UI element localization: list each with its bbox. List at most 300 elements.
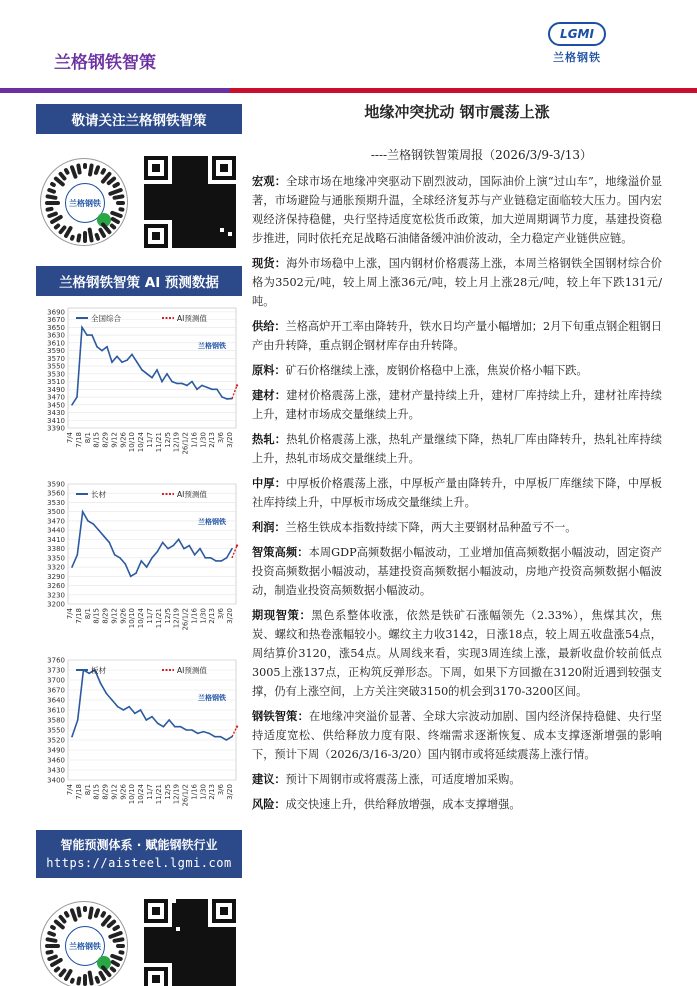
code-spoke xyxy=(49,181,56,187)
mini-program-code[interactable] xyxy=(40,901,128,986)
y-tick-label: 3390 xyxy=(47,424,65,433)
y-tick-label: 3400 xyxy=(47,776,65,785)
chart-long-products xyxy=(36,478,242,648)
data-point xyxy=(189,545,191,547)
section-text: 预计下周钢市或将震荡上涨，可适度增加采购。 xyxy=(285,773,521,786)
report-section xyxy=(252,361,662,380)
x-tick-label: 9/26 xyxy=(119,608,128,624)
code-spoke xyxy=(112,937,125,943)
data-point xyxy=(136,361,138,363)
section-text: 海外市场稳中上涨，国内钢材价格震荡上涨，本周兰格钢铁全国钢材综合价格为3502元/吨，较上周上涨36元/吨，较上月上涨28元/吨，较上年下跌131元/吨。 xyxy=(252,257,662,308)
data-point xyxy=(191,729,193,731)
data-point xyxy=(168,719,170,721)
section-text: 全球市场在地缘冲突驱动下剧烈波动，国际油价上演“过山车”，地缘溢价显著，市场避险与通胀预期升温，全球经济复苏与产业链稳定面临较大压力。国内宏观经济保持稳健，央行坚持适度宽松货币政策，加大逆周期调节力度，基建投资稳步推进，同时依托充足战略石油储备缓冲油价波动，全力稳定产业链供应链。 xyxy=(252,175,662,245)
x-tick-label: 3/6 xyxy=(217,432,226,444)
code-spoke xyxy=(112,194,125,200)
section-label: 供给： xyxy=(252,319,286,333)
x-tick-label: 12/19 xyxy=(172,432,181,453)
report-section xyxy=(252,474,662,512)
data-point xyxy=(98,529,100,531)
y-tick-label: 3630 xyxy=(47,331,65,340)
x-tick-label: 1/16 xyxy=(190,784,199,800)
report-section xyxy=(252,518,662,537)
code-spoke xyxy=(93,908,100,919)
section-text: 成交快速上升，供给释放增强，成本支撑增强。 xyxy=(285,798,521,811)
section-label: 建议： xyxy=(252,772,286,786)
x-tick-label: 7/18 xyxy=(74,432,83,448)
y-tick-label: 3610 xyxy=(47,339,65,348)
y-tick-label: 3590 xyxy=(47,480,65,489)
x-tick-label: 8/15 xyxy=(92,432,101,448)
data-point xyxy=(185,729,187,731)
data-point xyxy=(146,566,148,568)
data-point xyxy=(126,359,128,361)
data-point xyxy=(225,739,227,741)
data-point xyxy=(205,557,207,559)
x-tick-label: 12/5 xyxy=(163,432,172,448)
chart-national xyxy=(36,302,242,472)
data-point xyxy=(206,387,208,389)
x-tick-label: 11/21 xyxy=(154,608,163,629)
section-label: 宏观： xyxy=(252,174,287,188)
data-point xyxy=(194,554,196,556)
x-tick-label: 8/29 xyxy=(101,608,110,624)
mini-code-label: 兰格钢铁 xyxy=(65,183,105,223)
report-section xyxy=(252,543,662,600)
qr-row-top xyxy=(36,134,242,260)
data-point xyxy=(145,719,147,721)
data-point xyxy=(77,719,79,721)
legend-label-ai: AI预测值 xyxy=(177,490,207,499)
data-point xyxy=(199,548,201,550)
y-tick-label: 3500 xyxy=(47,508,65,517)
qr-finder xyxy=(144,224,168,248)
x-tick-label: 7/4 xyxy=(66,784,74,796)
x-tick-label: 10/24 xyxy=(137,608,146,629)
code-spoke xyxy=(63,167,70,175)
x-tick-label: 1/16 xyxy=(190,608,199,624)
section-text: 热轧价格震荡上涨，热轧产量继续下降，热轧厂库由降转升，热轧社库持续上升，热轧市场成交量继续上升。 xyxy=(252,433,662,465)
y-tick-label: 3550 xyxy=(47,362,65,371)
section-label: 热轧： xyxy=(252,432,287,446)
x-tick-label: 11/7 xyxy=(146,608,154,624)
ai-forecast-banner: 兰格钢铁智策 AI 预测数据 xyxy=(36,266,242,296)
chart-watermark-logo: 兰格钢铁 xyxy=(198,517,226,526)
x-tick-label: 2/13 xyxy=(208,784,217,800)
report-section xyxy=(252,795,662,814)
mini-program-code[interactable] xyxy=(40,158,128,246)
data-point xyxy=(117,706,119,708)
data-point xyxy=(100,683,102,685)
legend-label-main: 板材 xyxy=(91,666,106,675)
data-point xyxy=(93,523,95,525)
data-point xyxy=(226,557,228,559)
legend-label-main: 全国综合 xyxy=(91,314,121,323)
report-subtitle: ----兰格钢铁智策周报（2026/3/9-3/13） xyxy=(370,148,592,162)
data-point xyxy=(220,736,222,738)
data-point xyxy=(183,548,185,550)
data-point xyxy=(162,542,164,544)
data-point xyxy=(123,709,125,711)
data-point xyxy=(77,554,79,556)
y-tick-label: 3440 xyxy=(47,526,65,535)
x-tick-label: 9/26 xyxy=(119,784,128,800)
data-point xyxy=(103,536,105,538)
y-tick-label: 3260 xyxy=(47,582,65,591)
y-tick-label: 3610 xyxy=(47,706,65,715)
x-tick-label: 10/24 xyxy=(137,784,146,805)
data-point xyxy=(208,733,210,735)
section-text: 矿石价格继续上涨，废钢价格稳中上涨，焦炭价格小幅下跌。 xyxy=(285,364,588,377)
data-point xyxy=(221,396,223,398)
x-tick-label: 7/18 xyxy=(74,784,83,800)
y-tick-label: 3560 xyxy=(47,489,65,498)
section-label: 智策高频： xyxy=(252,545,309,559)
data-point xyxy=(151,557,153,559)
section-text: 在地缘冲突溢价显著、全球大宗波动加剧、国内经济保持稳健、央行坚持适度宽松、供给释放力度有限、终端需求逐渐恢复、成本支撑逐渐增强的影响下，预计下周（2026/3/16-3/20）国内钢市或将延续震荡上涨行情。 xyxy=(252,710,662,761)
x-tick-label: 9/26 xyxy=(119,432,128,448)
data-point xyxy=(91,334,93,336)
y-tick-label: 3410 xyxy=(47,416,65,425)
code-spoke xyxy=(118,950,125,955)
x-tick-label: 1/30 xyxy=(199,784,208,800)
chart-plate-svg xyxy=(36,654,242,824)
code-spoke xyxy=(87,227,94,242)
logo-subtitle: 兰格钢铁 xyxy=(553,51,601,64)
y-tick-label: 3550 xyxy=(47,726,65,735)
y-tick-label: 3590 xyxy=(47,347,65,356)
x-tick-label: 10/10 xyxy=(128,608,137,629)
mini-code-label: 兰格钢铁 xyxy=(65,926,105,966)
section-text: 黑色系整体收涨，依然是铁矿石涨幅领先（2.33%），焦煤其次，焦炭、螺纹和热卷涨幅较小。螺纹主力收3142，日涨18点，较上周五收盘涨54点，周结算价3120，涨54点。从周线来看，实现3周连续上涨，最新收盘价较前低点3005上涨137点，正构筑反弹形态。下周，如果下方回撤在3120附近遇到较强支撑，仍有上涨空间，上方关注突破3150的机会到3170-3200区间。 xyxy=(252,609,662,698)
data-point xyxy=(119,557,121,559)
data-point xyxy=(221,560,223,562)
y-tick-label: 3320 xyxy=(47,563,65,572)
data-point xyxy=(141,369,143,371)
y-tick-label: 3490 xyxy=(47,385,65,394)
qr-code[interactable] xyxy=(142,154,238,250)
y-tick-label: 3450 xyxy=(47,401,65,410)
data-point xyxy=(166,373,168,375)
report-section xyxy=(252,254,662,311)
x-tick-label: 3/20 xyxy=(226,784,234,800)
data-point xyxy=(178,539,180,541)
qr-finder xyxy=(144,899,168,923)
x-tick-label: 8/1 xyxy=(83,432,92,444)
plot-area xyxy=(68,484,236,604)
qr-finder xyxy=(144,156,168,180)
data-point xyxy=(216,388,218,390)
y-tick-label: 3230 xyxy=(47,591,65,600)
x-tick-label: 9/12 xyxy=(110,784,119,800)
data-point xyxy=(173,545,175,547)
code-spoke xyxy=(45,937,58,943)
legend-label-main: 长材 xyxy=(91,490,106,499)
section-label: 期现智策： xyxy=(252,608,312,622)
y-tick-label: 3530 xyxy=(47,370,65,379)
y-tick-label: 3700 xyxy=(47,676,65,685)
qr-finder xyxy=(144,967,168,986)
code-spoke xyxy=(87,970,94,985)
section-label: 中厚： xyxy=(252,476,287,490)
data-point xyxy=(86,334,88,336)
data-point xyxy=(214,736,216,738)
code-spoke xyxy=(76,233,82,243)
x-tick-label: 26/1/2 xyxy=(181,784,190,807)
code-spoke xyxy=(45,950,54,955)
data-point xyxy=(96,346,98,348)
data-point xyxy=(196,388,198,390)
data-point xyxy=(186,385,188,387)
data-point xyxy=(146,373,148,375)
y-tick-label: 3410 xyxy=(47,535,65,544)
data-point xyxy=(131,354,133,356)
code-spoke xyxy=(45,944,60,948)
x-tick-label: 8/29 xyxy=(101,784,110,800)
x-tick-label: 2/13 xyxy=(208,608,217,624)
data-point xyxy=(134,713,136,715)
legend-label-ai: AI预测值 xyxy=(177,314,207,323)
x-tick-label: 9/12 xyxy=(110,432,119,448)
report-section xyxy=(252,430,662,468)
y-tick-label: 3760 xyxy=(47,656,65,665)
y-tick-label: 3730 xyxy=(47,666,65,675)
x-tick-label: 12/5 xyxy=(163,784,172,800)
qr-row-bottom xyxy=(36,878,242,986)
code-spoke xyxy=(47,930,57,937)
y-tick-label: 3490 xyxy=(47,746,65,755)
y-tick-label: 3470 xyxy=(47,517,65,526)
section-text: 建材价格震荡上涨，建材产量持续上升，建材厂库持续上升，建材社库持续上升，建材市场成交量继续上升。 xyxy=(252,389,662,421)
code-spoke xyxy=(69,234,75,241)
code-spoke xyxy=(69,977,75,984)
data-point xyxy=(157,551,159,553)
x-tick-label: 3/6 xyxy=(217,608,226,620)
chart-watermark-logo: 兰格钢铁 xyxy=(198,341,226,350)
y-tick-label: 3290 xyxy=(47,572,65,581)
x-tick-label: 7/4 xyxy=(66,432,74,444)
bottom-tagline: 智能预测体系 · 赋能钢铁行业 xyxy=(60,838,218,852)
data-point xyxy=(111,361,113,363)
data-point xyxy=(71,736,73,738)
data-point xyxy=(231,548,233,550)
data-point xyxy=(157,723,159,725)
data-point xyxy=(71,404,73,406)
x-tick-label: 3/20 xyxy=(226,432,234,448)
data-point xyxy=(174,726,176,728)
code-spoke xyxy=(118,207,125,212)
section-text: 本周GDP高频数据小幅波动，工业增加值高频数据小幅波动，固定资产投资高频数据小幅波动，基建投资高频数据小幅波动，房地产投资高频数据小幅波动，制造业投资高频数据小幅波动。 xyxy=(252,546,662,597)
y-tick-label: 3530 xyxy=(47,498,65,507)
y-tick-label: 3670 xyxy=(47,686,65,695)
x-tick-label: 3/20 xyxy=(226,608,234,624)
x-tick-label: 11/21 xyxy=(154,784,163,805)
data-point xyxy=(76,396,78,398)
data-point xyxy=(71,566,73,568)
data-point xyxy=(197,733,199,735)
code-spoke xyxy=(49,924,56,930)
data-point xyxy=(128,706,130,708)
data-point xyxy=(211,388,213,390)
website-link[interactable]: https://aisteel.lgmi.com xyxy=(46,856,232,870)
data-point xyxy=(176,383,178,385)
x-tick-label: 11/7 xyxy=(146,784,154,800)
data-point xyxy=(87,520,89,522)
chart-plate xyxy=(36,654,242,824)
x-tick-label: 1/30 xyxy=(199,608,208,624)
qr-finder xyxy=(212,899,236,923)
data-point xyxy=(151,716,153,718)
y-tick-label: 3510 xyxy=(47,378,65,387)
y-tick-label: 3640 xyxy=(47,696,65,705)
data-point xyxy=(135,572,137,574)
main-content xyxy=(252,100,662,814)
code-spoke xyxy=(83,231,87,243)
x-tick-label: 7/4 xyxy=(66,608,74,620)
section-label: 钢铁智策： xyxy=(252,709,309,723)
report-section xyxy=(252,606,662,701)
code-spoke xyxy=(47,187,57,194)
data-point xyxy=(109,542,111,544)
data-point xyxy=(201,385,203,387)
y-tick-label: 3690 xyxy=(47,308,65,317)
ai-point xyxy=(236,725,238,727)
report-section xyxy=(252,172,662,248)
report-section xyxy=(252,770,662,789)
x-tick-label: 26/1/2 xyxy=(181,432,190,455)
report-sections xyxy=(252,172,662,814)
x-tick-label: 3/6 xyxy=(217,784,226,796)
y-tick-label: 3460 xyxy=(47,756,65,765)
brand-title: 兰格钢铁智策 xyxy=(54,53,156,73)
x-tick-label: 11/21 xyxy=(154,432,163,453)
header-divider xyxy=(0,88,697,93)
section-text: 兰格生铁成本指数持续下降，两大主要钢材品种盈亏不一。 xyxy=(285,521,577,534)
x-tick-label: 1/16 xyxy=(190,432,199,448)
page-header xyxy=(0,0,697,95)
data-point xyxy=(141,560,143,562)
data-point xyxy=(130,576,132,578)
chart-watermark-logo: 兰格钢铁 xyxy=(198,693,226,702)
data-point xyxy=(161,381,163,383)
x-tick-label: 8/1 xyxy=(83,784,92,796)
code-spoke xyxy=(116,944,125,948)
data-point xyxy=(111,699,113,701)
section-label: 建材： xyxy=(252,388,287,402)
report-title: 地缘冲突扰动 钢市震荡上涨 xyxy=(364,103,550,121)
data-point xyxy=(105,693,107,695)
x-tick-label: 9/12 xyxy=(110,608,119,624)
x-tick-label: 11/7 xyxy=(146,432,154,448)
x-tick-label: 7/18 xyxy=(74,608,83,624)
x-tick-label: 10/10 xyxy=(128,784,137,805)
data-point xyxy=(140,709,142,711)
plot-area xyxy=(68,308,236,428)
x-tick-label: 8/1 xyxy=(83,608,92,620)
code-spoke xyxy=(45,201,60,205)
code-spoke xyxy=(88,163,94,176)
qr-code[interactable] xyxy=(142,897,238,986)
ai-point xyxy=(236,384,238,386)
follow-banner: 敬请关注兰格钢铁智策 xyxy=(36,104,242,134)
data-point xyxy=(101,350,103,352)
x-tick-label: 12/19 xyxy=(172,784,181,805)
chart-long-products-svg xyxy=(36,478,242,648)
qr-finder xyxy=(212,156,236,180)
data-point xyxy=(106,346,108,348)
code-spoke xyxy=(63,910,70,918)
report-section xyxy=(252,317,662,355)
data-point xyxy=(121,361,123,363)
y-tick-label: 3580 xyxy=(47,716,65,725)
data-point xyxy=(81,327,83,329)
y-tick-label: 3380 xyxy=(47,545,65,554)
data-point xyxy=(163,726,165,728)
x-tick-label: 8/15 xyxy=(92,784,101,800)
y-tick-label: 3520 xyxy=(47,736,65,745)
section-label: 风险： xyxy=(252,797,286,811)
data-point xyxy=(210,557,212,559)
data-point xyxy=(180,726,182,728)
chart-national-svg xyxy=(36,302,242,472)
x-tick-label: 8/15 xyxy=(92,608,101,624)
data-point xyxy=(156,369,158,371)
data-point xyxy=(88,673,90,675)
data-point xyxy=(125,563,127,565)
code-spoke xyxy=(76,163,82,175)
data-point xyxy=(226,398,228,400)
code-spoke xyxy=(45,194,58,200)
data-point xyxy=(181,383,183,385)
code-spoke xyxy=(83,974,87,986)
x-tick-label: 10/24 xyxy=(137,432,146,453)
section-label: 现货： xyxy=(252,256,287,270)
report-section xyxy=(252,707,662,764)
y-tick-label: 3670 xyxy=(47,316,65,325)
y-tick-label: 3570 xyxy=(47,354,65,363)
section-label: 原料： xyxy=(252,363,286,377)
data-point xyxy=(191,381,193,383)
x-tick-label: 10/10 xyxy=(128,432,137,453)
code-spoke xyxy=(88,906,94,919)
code-spoke xyxy=(83,163,87,169)
report-section xyxy=(252,386,662,424)
y-tick-label: 3430 xyxy=(47,409,65,418)
code-spoke xyxy=(93,165,100,176)
section-text: 中厚板价格震荡上涨，中厚板产量由降转升，中厚板厂库继续下降，中厚板社库持续上升，中厚板市场成交量继续上升。 xyxy=(252,477,662,509)
x-tick-label: 12/19 xyxy=(172,608,181,629)
y-tick-label: 3200 xyxy=(47,600,65,609)
y-tick-label: 3350 xyxy=(47,554,65,563)
company-logo xyxy=(548,22,606,72)
data-point xyxy=(203,731,205,733)
x-tick-label: 8/29 xyxy=(101,432,110,448)
y-tick-label: 3470 xyxy=(47,393,65,402)
y-tick-label: 3430 xyxy=(47,766,65,775)
code-spoke xyxy=(76,906,82,918)
x-tick-label: 2/13 xyxy=(208,432,217,448)
x-tick-label: 12/5 xyxy=(163,608,172,624)
data-point xyxy=(114,554,116,556)
section-label: 利润： xyxy=(252,520,286,534)
data-point xyxy=(82,511,84,513)
data-point xyxy=(151,377,153,379)
section-text: 兰格高炉开工率由降转升，铁水日均产量小幅增加；2月下旬重点钢企粗钢日产由升转降，重点钢企钢材库存由升转降。 xyxy=(252,320,662,352)
code-spoke xyxy=(116,201,125,205)
legend-label-ai: AI预测值 xyxy=(177,666,207,675)
code-spoke xyxy=(45,207,54,212)
x-tick-label: 1/30 xyxy=(199,432,208,448)
